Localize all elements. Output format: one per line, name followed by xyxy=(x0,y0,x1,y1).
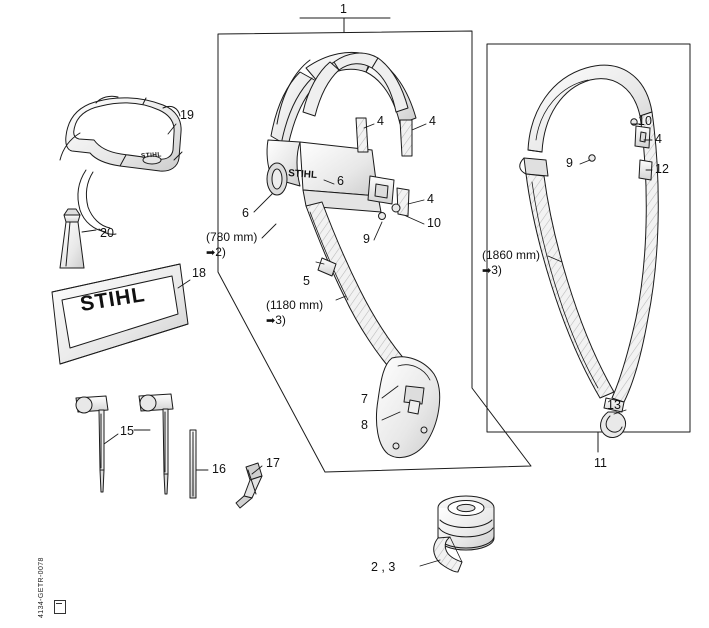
arrow-icon: ➡ xyxy=(266,315,276,327)
callout-19: 19 xyxy=(180,108,194,122)
part-1-harness xyxy=(267,52,440,457)
callout-2-3: 2 , 3 xyxy=(371,560,396,574)
group-11-label: 11 xyxy=(594,456,607,470)
part-15-wrenches xyxy=(76,394,173,494)
callout-10-a: 4 xyxy=(427,192,434,206)
brand-bag-wordmark: STIHL xyxy=(78,283,147,317)
callout-5: 5 xyxy=(303,274,310,288)
dimension-780-ref: 2) xyxy=(215,245,226,259)
callout-8: 8 xyxy=(361,418,368,432)
dimension-1860 xyxy=(482,248,540,279)
callout-4-a: 4 xyxy=(377,114,384,128)
callout-4-b: 4 xyxy=(429,114,436,128)
dimension-1180-ref: 3) xyxy=(275,313,286,327)
group-1-label: 1 xyxy=(340,2,347,16)
callout-4-d: 4 xyxy=(655,132,662,146)
callout-17: 17 xyxy=(266,456,280,470)
dimension-1180-size: (1180 mm) xyxy=(266,298,324,312)
callout-13: 13 xyxy=(607,398,621,412)
callout-20: 20 xyxy=(100,226,114,240)
dimension-1860-size: (1860 mm) xyxy=(482,248,541,262)
drawing-code: 4134-GETR-0078 xyxy=(38,557,45,618)
scale-marker-line xyxy=(56,603,62,604)
dimension-780-size: (780 mm) xyxy=(206,230,258,244)
arrow-icon: ➡ xyxy=(482,265,492,277)
callout-15: 15 xyxy=(120,424,134,438)
callout-7: 7 xyxy=(361,392,368,406)
group-1-boundary xyxy=(218,18,531,472)
callout-10-b: 10 xyxy=(638,114,652,128)
dimension-1860-ref: 3) xyxy=(491,263,502,277)
part-16-pin xyxy=(190,430,196,498)
callout-16: 16 xyxy=(212,462,226,476)
dimension-780 xyxy=(206,230,257,261)
arrow-icon: ➡ xyxy=(206,247,216,259)
part-2-3-webbing-roll xyxy=(434,496,494,572)
part-17-screwdriver xyxy=(236,463,262,508)
svg-text:STIHL: STIHL xyxy=(287,168,318,182)
brand-goggles-wordmark: STIHL xyxy=(140,151,162,160)
part-18-bag xyxy=(52,264,188,364)
part-20-grease-tube xyxy=(60,209,84,268)
callout-12: 12 xyxy=(655,162,669,176)
callout-6-left: 6 xyxy=(242,206,249,220)
callout-4-c: 10 xyxy=(427,216,441,230)
callout-18: 18 xyxy=(192,266,206,280)
callout-9-a: 9 xyxy=(363,232,370,246)
callout-9-b: 9 xyxy=(566,156,573,170)
callout-6-upper: 6 xyxy=(337,174,344,188)
dimension-1180 xyxy=(266,298,323,329)
